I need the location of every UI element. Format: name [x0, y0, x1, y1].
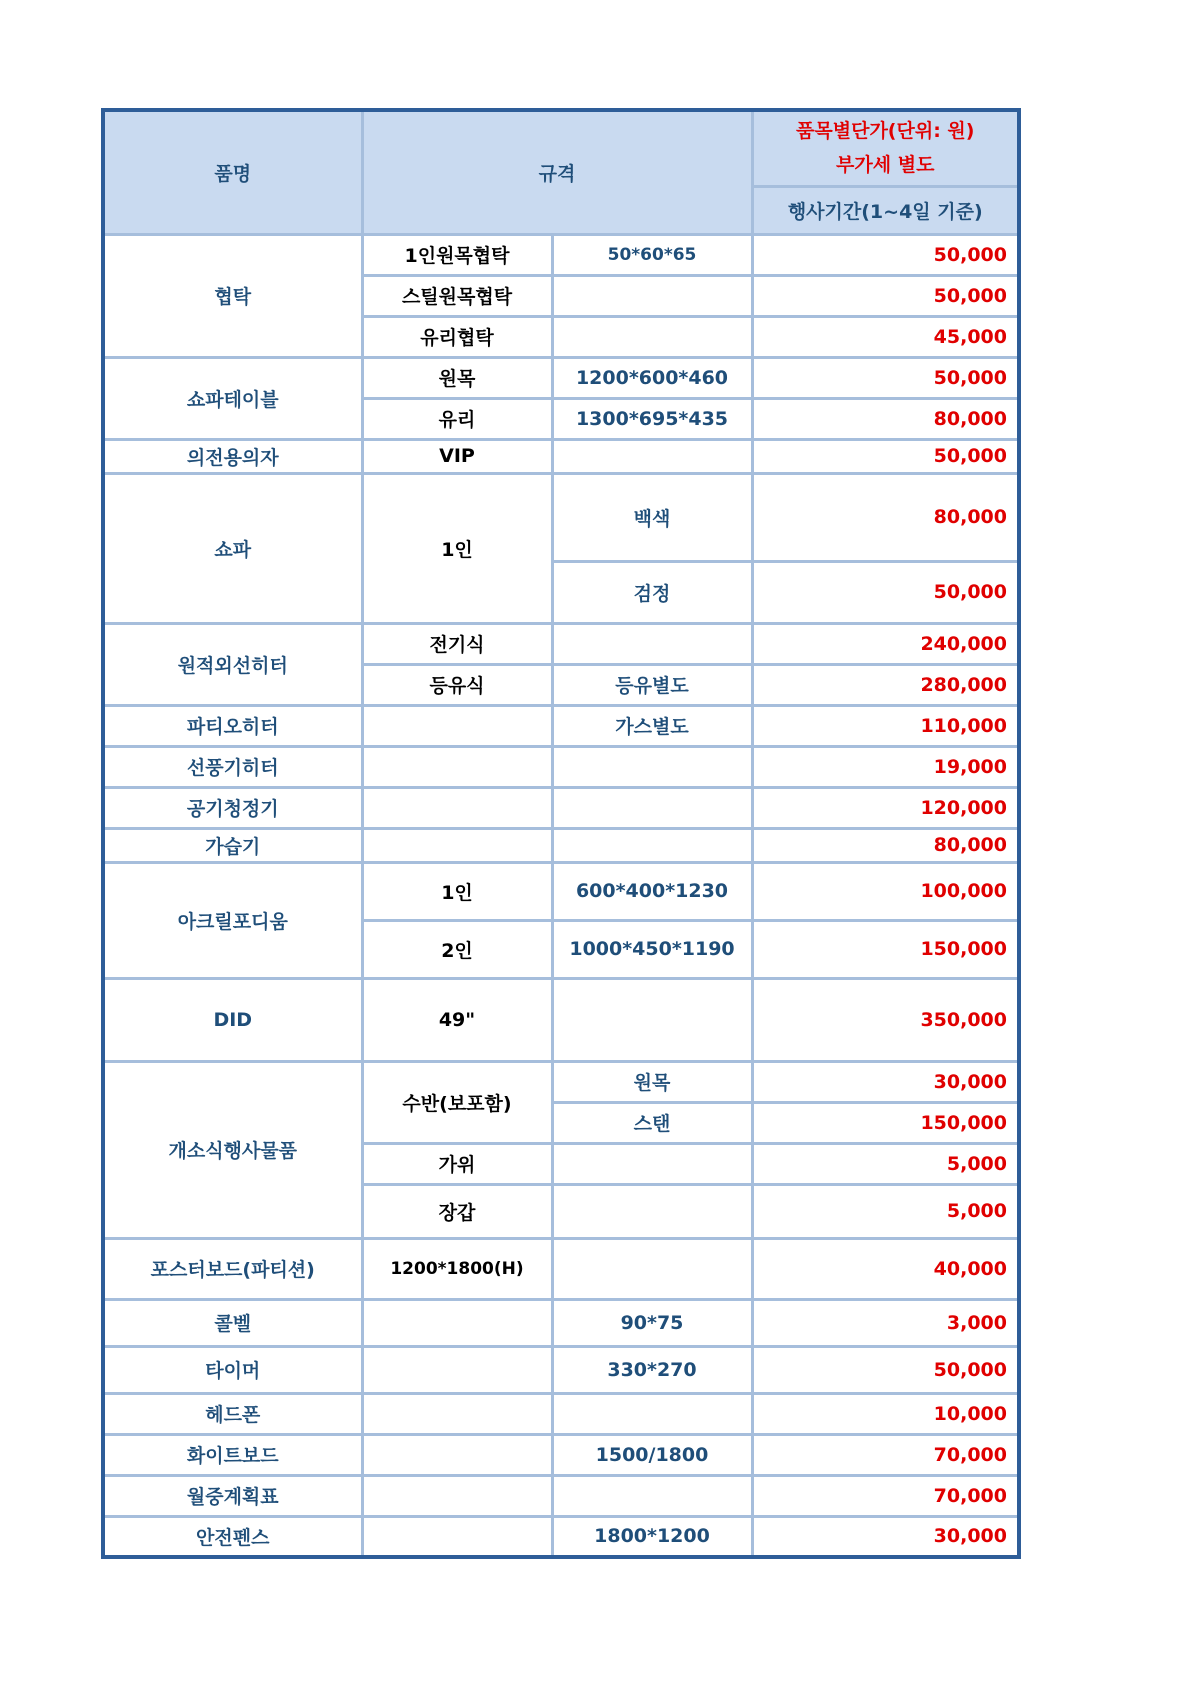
spec-secondary: [552, 1143, 752, 1184]
table-row: [103, 1238, 1019, 1299]
spec-secondary: 1000*450*1190: [552, 920, 752, 978]
spec-secondary: 90*75: [552, 1299, 752, 1346]
price-value: 80,000: [752, 828, 1019, 862]
table-row: [103, 787, 1019, 828]
spec-primary: 원목: [362, 357, 552, 398]
item-name: 공기청정기: [103, 787, 362, 828]
item-name: 타이머: [103, 1346, 362, 1393]
table-row: [103, 862, 1019, 920]
table-row: [103, 357, 1019, 398]
spec-secondary: [552, 787, 752, 828]
spec-secondary: [552, 1184, 752, 1238]
item-name: 개소식행사물품: [103, 1061, 362, 1238]
spec-secondary: [552, 316, 752, 357]
price-value: 3,000: [752, 1299, 1019, 1346]
header-price-line1: 품목별단가(단위: 원): [796, 120, 975, 143]
price-value: 45,000: [752, 316, 1019, 357]
header-spec: 규격: [362, 110, 752, 234]
price-value: 110,000: [752, 705, 1019, 746]
spec-secondary: 원목: [552, 1061, 752, 1102]
item-name: 안전펜스: [103, 1516, 362, 1557]
spec-secondary: [552, 623, 752, 664]
price-value: 80,000: [752, 473, 1019, 561]
spec-primary: [362, 1475, 552, 1516]
spec-secondary: [552, 746, 752, 787]
item-name: 포스터보드(파티션): [103, 1238, 362, 1299]
price-value: 5,000: [752, 1143, 1019, 1184]
spec-secondary: 스탠: [552, 1102, 752, 1143]
spec-primary: [362, 746, 552, 787]
table-row: [103, 978, 1019, 1061]
price-table: [101, 108, 1021, 1559]
spec-primary: [362, 1516, 552, 1557]
spec-secondary: [552, 1238, 752, 1299]
item-name: 가습기: [103, 828, 362, 862]
price-value: 240,000: [752, 623, 1019, 664]
price-value: 19,000: [752, 746, 1019, 787]
item-name: 쇼파테이블: [103, 357, 362, 439]
item-name: 쇼파: [103, 473, 362, 623]
price-value: 280,000: [752, 664, 1019, 705]
price-value: 120,000: [752, 787, 1019, 828]
spec-secondary: [552, 828, 752, 862]
price-value: 150,000: [752, 1102, 1019, 1143]
price-value: 70,000: [752, 1475, 1019, 1516]
header-item: 품명: [103, 110, 362, 234]
spec-primary: 장갑: [362, 1184, 552, 1238]
spec-primary: 전기식: [362, 623, 552, 664]
table-row: [103, 1299, 1019, 1346]
spec-secondary: 등유별도: [552, 664, 752, 705]
item-name: 의전용의자: [103, 439, 362, 473]
price-value: 5,000: [752, 1184, 1019, 1238]
table-row: [103, 746, 1019, 787]
price-value: 50,000: [752, 561, 1019, 623]
item-name: 월중계획표: [103, 1475, 362, 1516]
header-event-period: 행사기간(1~4일 기준): [752, 186, 1019, 234]
price-value: 50,000: [752, 275, 1019, 316]
table-row: [103, 1346, 1019, 1393]
table-row: [103, 1475, 1019, 1516]
spec-primary: 49": [362, 978, 552, 1061]
spec-primary: 유리협탁: [362, 316, 552, 357]
spec-secondary: 검정: [552, 561, 752, 623]
price-value: 70,000: [752, 1434, 1019, 1475]
price-value: 50,000: [752, 357, 1019, 398]
spec-primary: 1인: [362, 862, 552, 920]
price-value: 80,000: [752, 398, 1019, 439]
item-name: 원적외선히터: [103, 623, 362, 705]
spec-secondary: [552, 1475, 752, 1516]
spec-primary: 스틸원목협탁: [362, 275, 552, 316]
spec-primary: VIP: [362, 439, 552, 473]
spec-primary: [362, 1299, 552, 1346]
spec-secondary: 가스별도: [552, 705, 752, 746]
table-row: [103, 1434, 1019, 1475]
spec-secondary: [552, 439, 752, 473]
spec-primary: 2인: [362, 920, 552, 978]
spec-primary: 1200*1800(H): [362, 1238, 552, 1299]
spec-secondary: 1800*1200: [552, 1516, 752, 1557]
spec-primary: [362, 1434, 552, 1475]
price-value: 30,000: [752, 1516, 1019, 1557]
spec-primary: [362, 705, 552, 746]
item-name: 선풍기히터: [103, 746, 362, 787]
spec-primary: [362, 828, 552, 862]
header-price-line2: 부가세 별도: [836, 154, 935, 177]
price-value: 100,000: [752, 862, 1019, 920]
price-value: 350,000: [752, 978, 1019, 1061]
price-value: 40,000: [752, 1238, 1019, 1299]
item-name: 헤드폰: [103, 1393, 362, 1434]
price-value: 30,000: [752, 1061, 1019, 1102]
spec-secondary: 백색: [552, 473, 752, 561]
table-row: [103, 623, 1019, 664]
spec-secondary: [552, 275, 752, 316]
table-row: [103, 439, 1019, 473]
price-value: 150,000: [752, 920, 1019, 978]
spec-primary: [362, 1346, 552, 1393]
spec-secondary: 330*270: [552, 1346, 752, 1393]
price-value: 50,000: [752, 234, 1019, 275]
spec-primary: 가위: [362, 1143, 552, 1184]
item-name: 화이트보드: [103, 1434, 362, 1475]
spec-secondary: 1500/1800: [552, 1434, 752, 1475]
spec-secondary: 1200*600*460: [552, 357, 752, 398]
table-row: [103, 1061, 1019, 1102]
item-name: 콜벨: [103, 1299, 362, 1346]
spec-primary: 등유식: [362, 664, 552, 705]
spec-primary: [362, 787, 552, 828]
spec-primary: 1인원목협탁: [362, 234, 552, 275]
price-value: 50,000: [752, 1346, 1019, 1393]
table-row: [103, 1393, 1019, 1434]
item-name: 아크릴포디움: [103, 862, 362, 978]
spec-secondary: 1300*695*435: [552, 398, 752, 439]
spec-primary: [362, 1393, 552, 1434]
spec-primary: 유리: [362, 398, 552, 439]
item-name: 협탁: [103, 234, 362, 357]
spec-secondary: 50*60*65: [552, 234, 752, 275]
spec-primary: 수반(보포함): [362, 1061, 552, 1143]
spec-primary: 1인: [362, 473, 552, 623]
spec-secondary: [552, 978, 752, 1061]
price-value: 50,000: [752, 439, 1019, 473]
spec-secondary: 600*400*1230: [552, 862, 752, 920]
table-row: [103, 1516, 1019, 1557]
price-value: 10,000: [752, 1393, 1019, 1434]
table-row: [103, 705, 1019, 746]
header-unit-price: [752, 110, 1019, 186]
table-row: [103, 234, 1019, 275]
item-name: 파티오히터: [103, 705, 362, 746]
table-row: [103, 828, 1019, 862]
spec-secondary: [552, 1393, 752, 1434]
table-row: [103, 473, 1019, 561]
item-name: DID: [103, 978, 362, 1061]
